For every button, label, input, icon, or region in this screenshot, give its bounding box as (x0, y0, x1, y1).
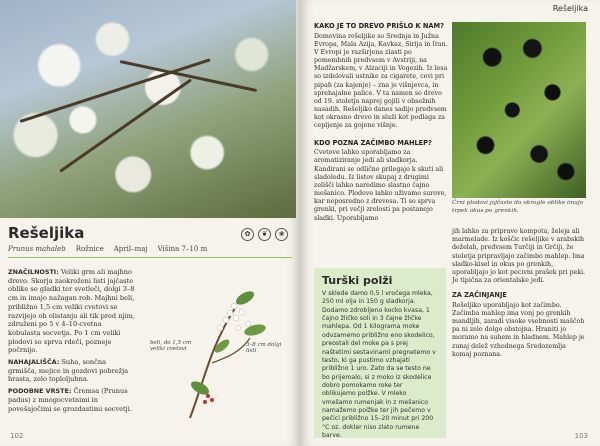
running-header: Rešeljika (552, 4, 588, 13)
height: Višina 7–10 m (157, 245, 208, 253)
cherry-fruit-photo (452, 22, 586, 198)
desc-habitat: NAHAJALIŠČA: Suha, sončna grmišča, mejice in gozdovi pobrežja hrasta, zelo toploljubna. (8, 358, 129, 384)
latin-name: Prunus mahaleb (8, 245, 66, 253)
desc-characteristics: ZNAČILNOSTI: Veliki grm ali majhno drevo. Skorja zaokroženi listi jajčaste oblike so gladki ter svetleči, dolgi 3–8 cm in imajo nažagan rob. Majhni beli, približno 1,5 cm veliki cvetovi se razvijejo ob olistanju ali tik pred njim, združeni po 5 v 4–10-cvetna kobulasta socvetja. Po 1 cm veliki plodovi so sprva rdeči, pozneje počrnijo. (8, 268, 135, 355)
species-title: Rešeljika (8, 224, 85, 242)
usage-icons (241, 228, 288, 241)
blossom-photo (0, 0, 296, 218)
leaf-icon: ❦ (258, 228, 271, 241)
section-heading-origin: KAKO JE TO DREVO PRIŠLO K NAM? (314, 22, 444, 30)
species-description (8, 268, 136, 416)
recipe-title: Turški polži (322, 274, 393, 287)
right-page (300, 0, 600, 446)
flower-icon: ❀ (275, 228, 288, 241)
page-number-right: 103 (574, 432, 588, 440)
species-meta (8, 245, 292, 253)
label-flowers: beli, do 1,5 cm veliki cvetovi (150, 340, 192, 352)
season: April–maj (113, 245, 148, 253)
desc-similar: PODOBNE VRSTE: Čremsa (Prunus padus) z mnogocvetnimi in povešajočimi se grozdastimi socvetji. (8, 387, 132, 413)
section-text-origin: Domovina rešeljike so Srednja in Južna Evropa, Mala Azija, Kavkaz, Sirija in Iran. V Evropi je razširjena zlasti po pomembnih predvsem v Avstriji, na Madžarskem, v Alzaciji in Vogezih. Iz lesa so izdelovali ustnike za cigarete, cevi pri pipah (za kajenje) – zna je višnjevca, in sprehajalne palice. V ta namen so drevo od 19. stoletja naprej gojili v obsežnih nasadih. Rešeljiko danes sadijo predvsem kot okrasno drevo in služi kot podlaga za cepljenje za gojene višnje. (314, 32, 448, 130)
text-column-1 (314, 22, 448, 231)
section-heading-mahlep: KDO POZNA ZAČIMBO MAHLEP? (314, 138, 432, 147)
section-text-mahlep: Cvetove lahko uporabljamo za aromatiziranje jedi ali sladkorja. Kandirani se odlično prilegajo k skuti ali sladoledu. Iz listov skupaj z drugimi zelišči lahko naredimo slastno čajno mešanico. Plodove lahko uživamo surove, kar neposredno z drevesa. Ti so sprva grenki, pri večji zrelosti pa postanejo sladki. Uporabljamo (314, 149, 447, 222)
label-leaves: 3–8 cm dolgi listi (246, 342, 282, 354)
bee-icon: ✿ (241, 228, 254, 241)
family: Rožnice (75, 245, 104, 253)
recipe-text: V sklede damo 0,5 l vročega mleka, 250 ml olja in 150 g sladkorja. Dodamo zdrobljeno kocko kvasa, 1 čajno žličko soli in 3 čajne žličke mahlepa. Od 1 kilograma moke odvzamemo približno eno skodelico, preostali del moke pa s prej naštetimi sestavinami pregnetemo v testo, ki ga pustimo vzhajati približno 1 uro. Zato da se testo ne bo prijemalo, si z moko iz skodelice dobro pomokamo roke ter oblikujemo polžke. V mleko vmešamo rumenjak in z mešanico namažemo polžke ter jih pečemo v pečici približno 15–20 minut pri 200 °C oz. dokler niso zlato rumene barve. (322, 290, 436, 440)
botanical-sketch (150, 268, 290, 428)
text-column-2 (452, 228, 586, 365)
recipe-box (314, 268, 446, 438)
section-heading-seasoning: ZA ZAČINJANJE (452, 291, 507, 300)
continuation-text: jih lahko za pripravo kompota, želeja ali marmelade. Iz koščic rešeljike v arabskih deželah, predvsem Turčiji in Grčiji, že stoletja pripravljajo začimbo mahlep. Ima sladko-kisel in okus po grenkih, uporabljajo jo kot pecivni prašek pri peki. Je tipična za orientalske jedi. (452, 228, 586, 285)
species-header (8, 224, 292, 258)
page-number-left: 102 (10, 432, 24, 440)
photo-caption: Črni plodovi jajčaste do okrogle oblike imajo trpek okus po grenkih. (452, 200, 584, 214)
section-text-seasoning: Rešeljiko uporabljajo kot začimbo. Začimba mahlep ima vonj po grenkih mandljih, zaradi visoke vsebnosti maščob pa ni zelo dolgo obstojna. Hraniti jo moramo na suhem in hladnem. Mahlep je zunaj delež vzhodnega Sredozemlja komaj poznana. (452, 301, 585, 358)
